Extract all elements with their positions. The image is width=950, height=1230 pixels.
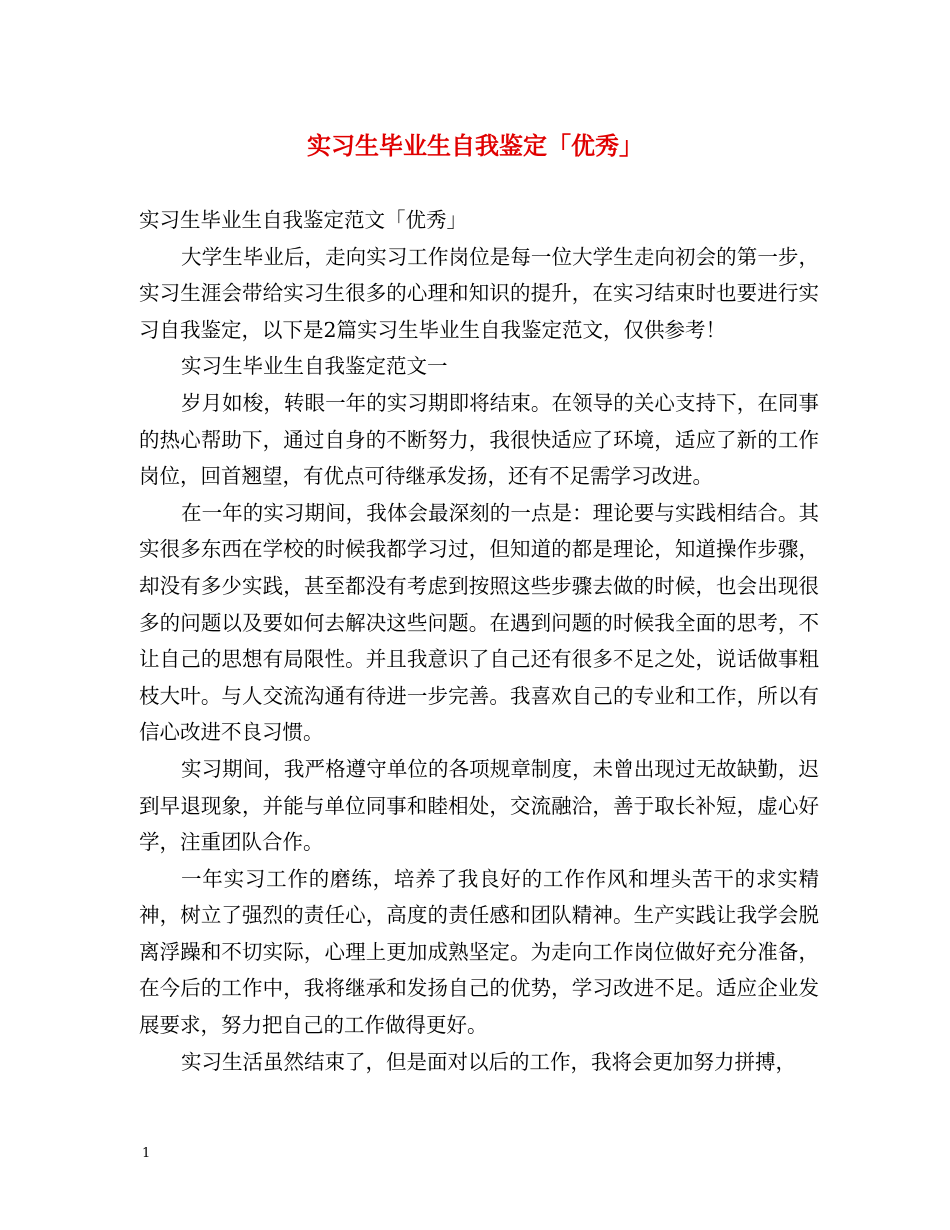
page-number: 1 [142, 1146, 151, 1161]
intro-paragraph: 大学生毕业后，走向实习工作岗位是每一位大学生走向初会的第一步，实习生涯会带给实习生很多的心理和知识的提升，在实习结束时也要进行实习自我鉴定，以下是2篇实习生毕业生自我鉴定范文，仅供参考！ [139, 244, 819, 342]
document-subtitle: 实习生毕业生自我鉴定范文「优秀」 [139, 208, 467, 232]
document-title: 实习生毕业生自我鉴定「优秀」 [307, 131, 643, 160]
body-paragraph: 岁月如梭，转眼一年的实习期即将结束。在领导的关心支持下，在同事的热心帮助下，通过自身的不断努力，我很快适应了环境，适应了新的工作岗位，回首翘望，有优点可待继承发扬，还有不足需学习改进。 [139, 390, 819, 489]
section-heading: 实习生毕业生自我鉴定范文一 [181, 354, 448, 379]
body-paragraph: 实习生活虽然结束了，但是面对以后的工作，我将会更加努力拼搏， [181, 1049, 796, 1074]
body-paragraph: 在一年的实习期间，我体会最深刻的一点是：理论要与实践相结合。其实很多东西在学校的时候我都学习过，但知道的都是理论，知道操作步骤，却没有多少实践，甚至都没有考虑到按照这些步骤去做的时候，也会出现很多的问题以及要如何去解决这些问题。在遇到问题的时候我全面的思考，不让自己的思想有局限性。并且我意识了自己还有很多不足之处，说话做事粗枝大叶。与人交流沟通有待进一步完善。我喜欢自己的专业和工作，所以有信心改进不良习惯。 [139, 500, 819, 745]
body-paragraph: 一年实习工作的磨练，培养了我良好的工作作风和埋头苦干的求实精神，树立了强烈的责任心，高度的责任感和团队精神。生产实践让我学会脱离浮躁和不切实际，心理上更加成熟坚定。为走向工作岗位做好充分准备，在今后的工作中，我将继承和发扬自己的优势，学习改进不足。适应企业发展要求，努力把自己的工作做得更好。 [139, 866, 819, 1038]
body-paragraph: 实习期间，我严格遵守单位的各项规章制度，未曾出现过无故缺勤，迟到早退现象，并能与单位同事和睦相处，交流融洽，善于取长补短，虚心好学，注重团队合作。 [139, 756, 819, 855]
document-body [139, 202, 819, 1080]
